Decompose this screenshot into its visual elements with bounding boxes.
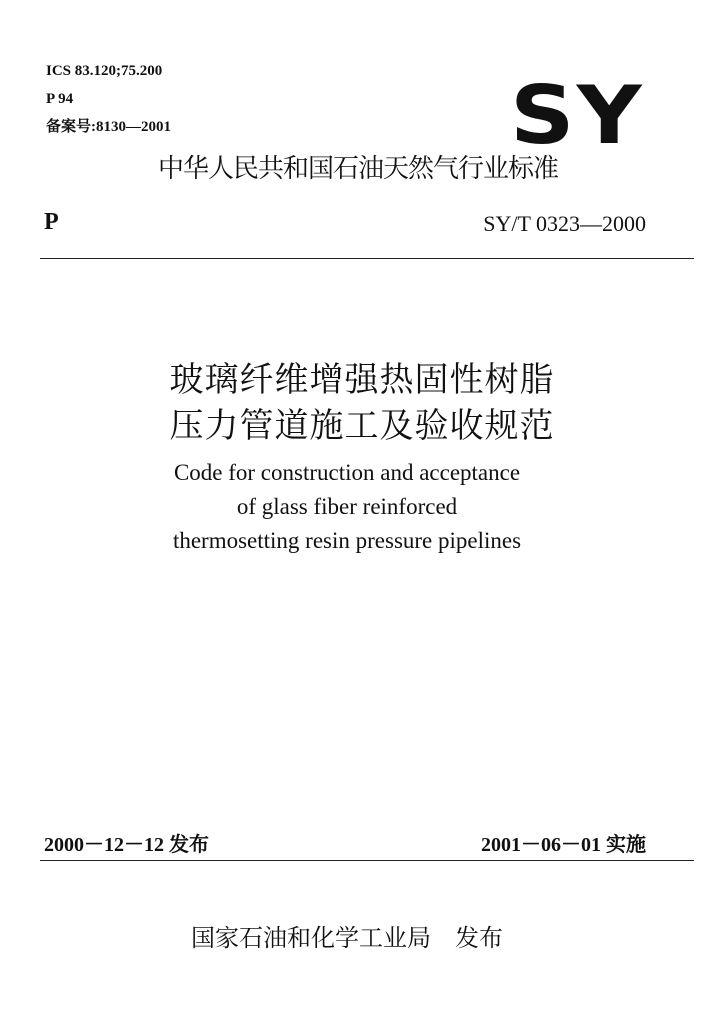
english-title-line-2: of glass fiber reinforced [236, 494, 458, 519]
classification-code: P 94 [46, 91, 74, 107]
standard-number: SY/T 0323—2000 [483, 211, 646, 236]
industry-standard-heading: 中华人民共和国石油天然气行业标准 [158, 154, 559, 184]
english-title-line-3: thermosetting resin pressure pipelines [172, 528, 522, 553]
implementation-date: 2001－06－01 实施 [481, 834, 646, 856]
chinese-title-line-2: 压力管道施工及验收规范 [169, 406, 555, 446]
category-letter: P [44, 209, 59, 235]
sy-logo: SY [510, 69, 644, 162]
footer-divider [40, 860, 694, 861]
record-number: 备案号:8130—2001 [46, 119, 171, 135]
header-divider [40, 258, 694, 259]
issue-date: 2000－12－12 发布 [44, 834, 209, 856]
english-title-line-1: Code for construction and acceptance [173, 460, 521, 485]
ics-code: ICS 83.120;75.200 [46, 63, 163, 79]
chinese-title-line-1: 玻璃纤维增强热固性树脂 [169, 360, 555, 400]
publisher: 国家石油和化学工业局 发布 [191, 924, 503, 952]
